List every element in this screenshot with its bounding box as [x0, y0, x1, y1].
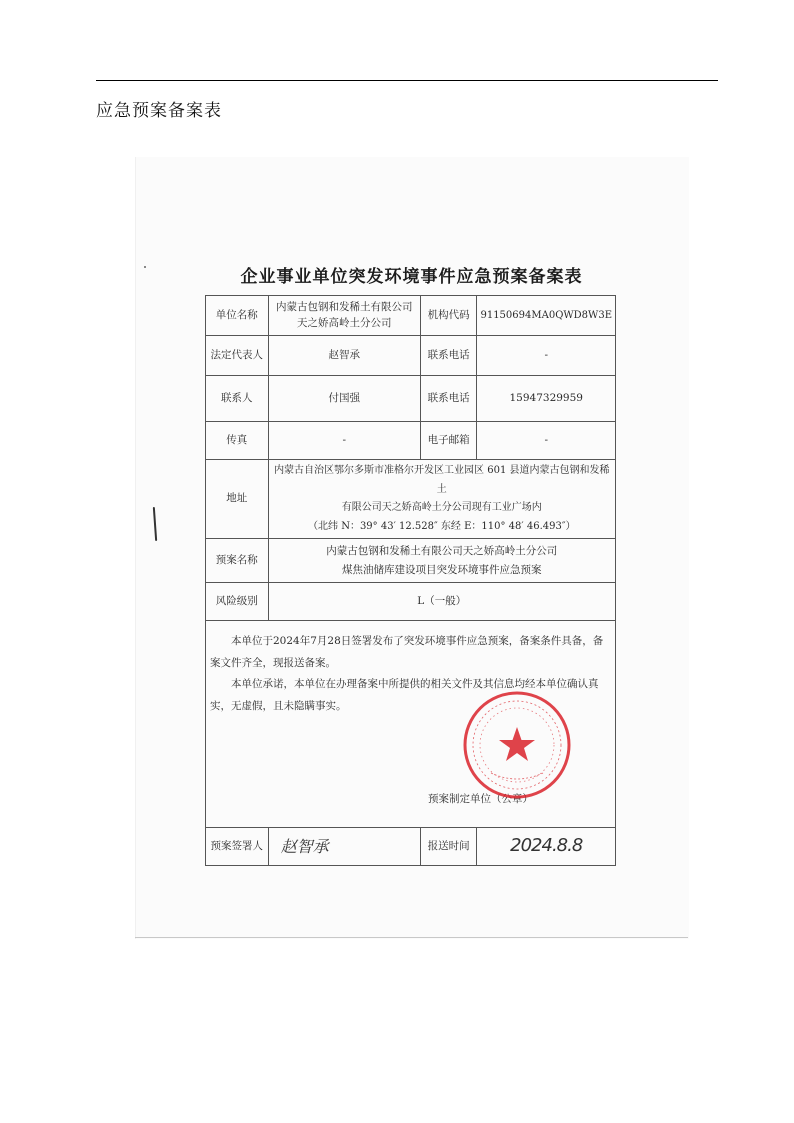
scan-bottom-edge [135, 937, 688, 938]
table-row [206, 376, 616, 422]
table-row [206, 539, 616, 583]
table-row [206, 422, 616, 460]
contact-value: 付国强 [268, 376, 420, 422]
legal-rep-label: 法定代表人 [206, 336, 269, 376]
table-row [206, 296, 616, 336]
contact-label: 联系人 [206, 376, 269, 422]
submit-time-value [477, 828, 616, 866]
table-row [206, 336, 616, 376]
fax-label: 传真 [206, 422, 269, 460]
contact-phone-value: 15947329959 [477, 376, 616, 422]
table-row [206, 460, 616, 539]
org-code-value: 91150694MA0QWD8W3E [477, 296, 616, 336]
plan-name-value [268, 539, 615, 583]
statement-paragraph: 本单位承诺，本单位在办理备案中所提供的相关文件及其信息均经本单位确认真实，无虚假，且未隐瞒事实。 [210, 678, 599, 712]
table-row [206, 828, 616, 866]
fax-value: - [268, 422, 420, 460]
address-label: 地址 [206, 460, 269, 539]
header-rule [96, 80, 718, 81]
email-label: 电子邮箱 [420, 422, 477, 460]
table-row [206, 583, 616, 621]
signer-signature [268, 828, 420, 866]
unit-name-value [268, 296, 420, 336]
risk-level-value: L（一般） [268, 583, 615, 621]
plan-name-label: 预案名称 [206, 539, 269, 583]
email-value: - [477, 422, 616, 460]
page-heading: 应急预案备案表 [96, 101, 222, 121]
risk-level-label: 风险级别 [206, 583, 269, 621]
unit-name-line: 天之娇高岭土分公司 [296, 316, 392, 329]
unit-name-label: 单位名称 [206, 296, 269, 336]
scan-speck [144, 266, 146, 268]
signer-label: 预案签署人 [206, 828, 269, 866]
form-title: 企业事业单位突发环境事件应急预案备案表 [240, 267, 583, 287]
plan-name-line: 内蒙古包钢和发稀土有限公司天之娇高岭土分公司 [326, 544, 558, 557]
official-seal-icon [461, 689, 573, 801]
statement-paragraph: 本单位于2024年7月28日签署发布了突发环境事件应急预案，备案条件具备，备案文件齐全，现报送备案。 [210, 635, 604, 669]
legal-rep-phone-value: - [477, 336, 616, 376]
unit-name-line: 内蒙古包钢和发稀土有限公司 [275, 300, 413, 313]
handwritten-signature: 赵智承 [280, 836, 329, 856]
submit-time-label: 报送时间 [420, 828, 477, 866]
address-line: 有限公司天之娇高岭土分公司现有工业广场内 [341, 502, 542, 513]
plan-name-line: 煤焦油储库建设项目突发环境事件应急预案 [342, 563, 542, 576]
address-line: 内蒙古自治区鄂尔多斯市准格尔开发区工业园区 601 县道内蒙古包钢和发稀土 [274, 465, 610, 495]
phone-label: 联系电话 [420, 376, 477, 422]
seal-caption: 预案制定单位（公章） [428, 793, 533, 805]
legal-rep-value: 赵智承 [268, 336, 420, 376]
address-value [268, 460, 615, 539]
org-code-label: 机构代码 [420, 296, 477, 336]
address-coordinates: （北纬 N：39° 43′ 12.528″ 东经 E：110° 48′ 46.493″） [308, 520, 576, 532]
handwritten-date: 2024.8.8 [510, 835, 583, 857]
phone-label: 联系电话 [420, 336, 477, 376]
